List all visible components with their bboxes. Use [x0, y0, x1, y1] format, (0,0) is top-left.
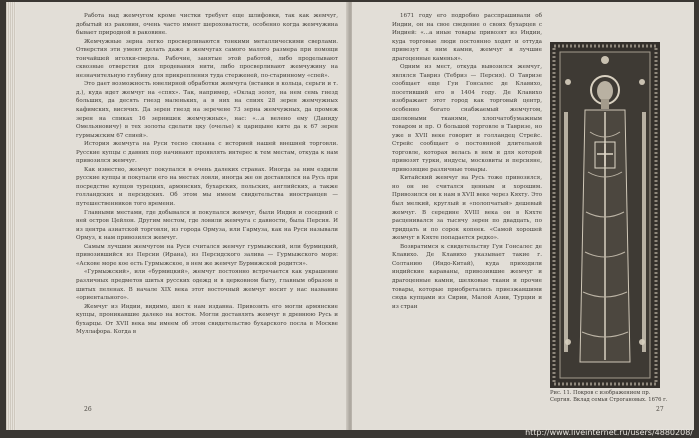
right-page	[352, 2, 694, 430]
paragraph: Работа над жемчугом кроме чистки требует еще шлифовки, так как жемчуг, добытый из раковин, очень часто имеет шероховатости, особенно когда жемчужина бывает природной в раковине.	[76, 13, 338, 37]
book-spread	[6, 2, 694, 430]
paragraph: Это дает возможность ювелирной обработки жемчуга (вставки в кольца, серьги и т. д.), куда идет жемчуг на «спях». Так, например, «Оклад золот, на нем семь гнезд больших, да десять гнезд маленьких, а в них на спиях 28 зерен жемчужных кафимских, висячих. Да зерен гнезд на зеречене 73 зерна жемчужных, да промеж зерен на спиках 16 зернишек жемчужных», нас: «...а велено ему (Даниду Омельяновичу) в тех золоты сделати цку (очелье) к царицыне ките да к 67 зерен гурмыжским 67 спией».	[76, 81, 338, 139]
page-edges	[6, 2, 16, 430]
left-text-column	[76, 12, 338, 337]
paragraph: Как известно, жемчуг покупался в очень далеких странах. Иногда за ним ездили русские купцы и покупали его на местах ловли, иногда же он доставлялся на Русь при посредстве купцов турецких, армянских, бухарских, польских, английских, а также голландских и персидских. Об этом мы имеем свидетельства иностранцев — путешественников того времени.	[76, 166, 338, 208]
right-text-column	[392, 12, 542, 311]
paragraph: Главными местами, где добывался и покупался жемчуг, были Индия и соседний с ней остров Цейлон. Другим местом, где ловили жемчуга с давности, была Персия. И из центра азиатской торговли, из города Ормуза, или Гармуза, как на Руси называли Ормуз, к нам привозился жемчуг.	[76, 209, 338, 242]
page-number-right: 27	[656, 406, 664, 413]
paragraph: Одним из мест, откуда вывозился жемчуг, являлся Тавриз (Тебриз — Персия). О Тавризе сообщает еще Гуи Гонсалес де Клавихо, посетивший его в 1404 году. Де Клавихо изображает этот город как торговый центр, особенно богато снабжаемый жемчугом, шелковыми тканями, хлопчатобумажным товаром и пр. О большой торговле в Тавризе, но уже в XVII веке говорит и голландец Стрейс. Стрейс сообщает о постоянной длительной торговле, которая велась в нем и для которой привозят турки, индусы, московиты и персияне, привозящие различные товары.	[392, 64, 542, 173]
page-number-left: 26	[84, 406, 92, 413]
figure-caption: Рис. 11. Покров с изображением пр. Сергия. Вклад семьи Строгановых. 1676 г.	[550, 390, 668, 403]
paragraph: 1671 году его подробно расспрашивали об Индии, он на свое сведение о своих бухарцев с Индией: «...а иные товары привозят из Индии, куда торговые люди постоянно ходят и оттуда привезут к ним камни, жемчуг и лучшие драгоценные каменья».	[392, 13, 542, 62]
paragraph: Самым лучшим жемчугом на Руси считался жемчуг гурмыжский, или бурмицкий, привозившийся из Персии (Ирана), из Персидского залива — Гурмыжского моря: «Аскове море кое есть Гурмыжское, в нем же жемчуг Бурмижской родится».	[76, 243, 338, 267]
paragraph: Жемчуг из Индии, видимо, шел к нам издавна. Привозить его могли армянские купцы, проникавшие далеко на восток. Могли доставлять жемчуг в древнюю Русь и бухарцы. От XVII века мы имеем об этом свидетельство бухарского посла в Москве Муллафора. Когда в	[76, 303, 338, 336]
paragraph: Китайский жемчуг на Русь тоже привозился, но он не считался ценным и хорошим. Привозился он к нам в XVII веке через Кяхту. Это был мелкий, круглый и «полопчатый» дешевый жемчуг. В середине XVIII века он в Кяхте расценивался за тысячу зерен по двадцать, по тридцать и по сорок копеек. «Самой хорошей жемчуг в Кяхте попадается редко».	[392, 175, 542, 242]
paragraph: Жемчужные зерна легко просверливаются тонкими металлическими сверлами. Отверстия эти умеют делать даже в жемчугах самого малого размера при помощи тончайшей иголки-сверла. Рабочие, занятые этой работой, либо проделывают сквозные отверстия для продевания нити, либо просверливают жемчужину на незначительную глубину для прикрепления туда стерженей, по-старинному «спей».	[76, 38, 338, 79]
paragraph: Возвратимся к свидетельству Гуи Гонсалес де Клавихо. Де Клавихо указывает такие г. Солтанию (Индо-Китай), куда приходили индийские караваны, привозившие жемчуг и драгоценные камни, шелковые ткани и прочие товары, которые приобретались приезжавшими сюда купцами из Сирии, Малой Азии, Турции и из стран	[392, 243, 542, 310]
left-page	[6, 2, 348, 430]
paragraph: История жемчуга на Руси тесно связана с историей нашей внешней торговли. Русские купцы с давних пор начинают проявлять интерес к тем местам, откуда к нам привозился жемчуг.	[76, 141, 338, 165]
embroidered-shroud-image	[550, 42, 660, 388]
shroud-illustration	[550, 42, 660, 388]
paragraph: «Гурмыжский», или «бурмицкий», жемчуг постоянно встречается как украшение различных предметов шитья русских одежд и в церковном быту, главным образом в шитых пеленах. В начале XIX века этот восточный жемчуг носит у нас название «ориентального».	[76, 269, 338, 302]
source-watermark: http://www.liveinternet.ru/users/4880208/	[525, 428, 693, 437]
